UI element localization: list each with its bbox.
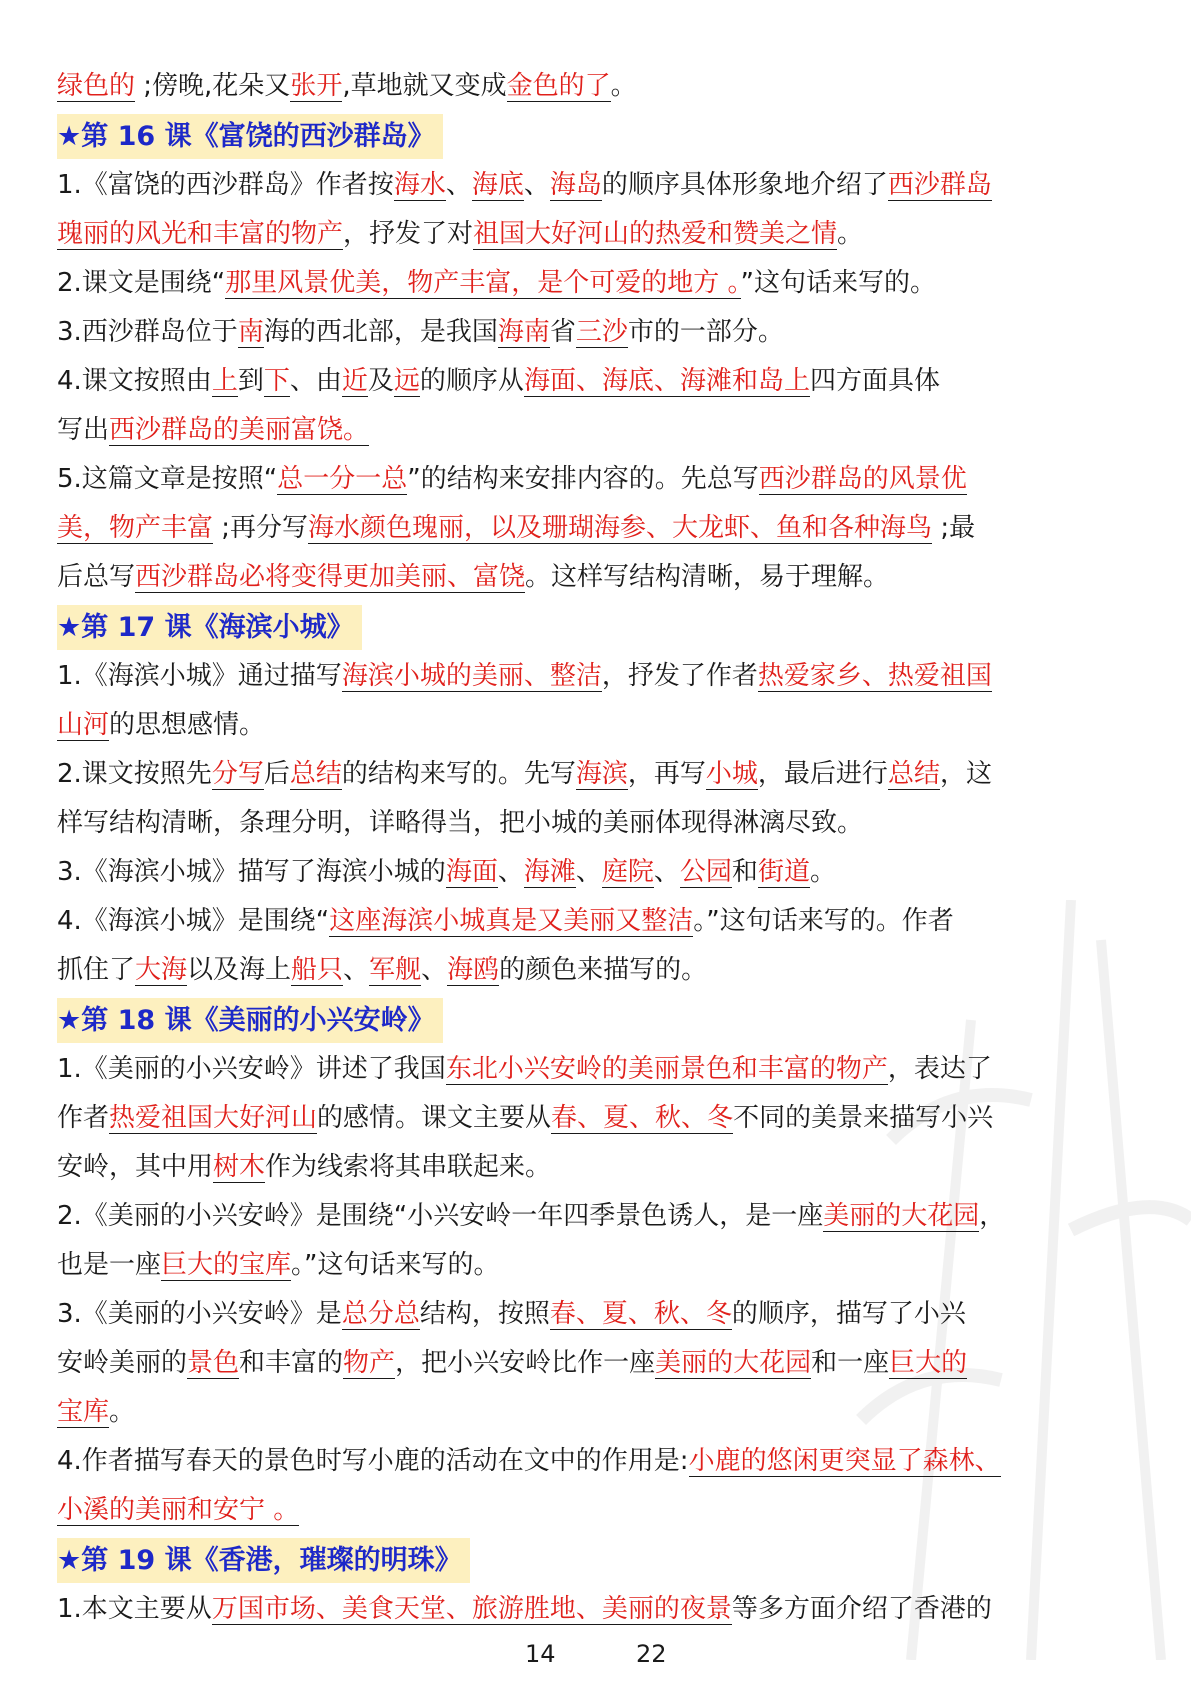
text: ，抒发了作者 — [601, 661, 758, 691]
answer: 庭院 — [601, 857, 654, 887]
answer: 海滨 — [575, 759, 628, 789]
page-number-right: 22 — [636, 1640, 667, 1668]
text: 后 — [263, 759, 290, 789]
text: ;最 — [932, 513, 976, 543]
answer: 巨大的宝库 — [161, 1250, 292, 1280]
text-line — [57, 946, 1137, 995]
text: 作者 — [57, 1103, 110, 1133]
answer: 那里风景优美，物产丰富，是个可爱的地方 。 — [225, 268, 741, 298]
answer: 春、夏、秋、冬 — [549, 1299, 732, 1329]
text: 1.《富饶的西沙群岛》作者按 — [57, 170, 394, 200]
text-line — [57, 1143, 1137, 1192]
text: 1.《美丽的小兴安岭》讲述了我国 — [57, 1054, 446, 1084]
text: 、由 — [289, 366, 342, 396]
answer: 远 — [393, 366, 420, 396]
text-line — [57, 897, 1137, 946]
text: 3.西沙群岛位于 — [57, 317, 238, 347]
text-line — [57, 1437, 1137, 1486]
answer: 绿色的 — [57, 71, 136, 101]
text: 及 — [367, 366, 394, 396]
text: 四方面具体 — [809, 366, 940, 396]
text: 抓住了 — [57, 955, 136, 985]
text: 、 — [343, 955, 370, 985]
answer: 南 — [237, 317, 264, 347]
answer: 美丽的大花园 — [655, 1348, 812, 1378]
text: 的颜色来描写的。 — [499, 955, 708, 985]
text: 等多方面介绍了香港的 — [731, 1594, 992, 1624]
answer: 海面 — [445, 857, 498, 887]
text: ,草地就又变成 — [342, 71, 507, 101]
text: 的结构来写的。先写 — [341, 759, 576, 789]
answer: 西沙群岛的风景优 — [758, 464, 967, 494]
text: 和一座 — [811, 1348, 890, 1378]
answer: 祖国大好河山的热爱和赞美之情 — [473, 219, 838, 249]
text: 。这样写结构清晰，易于理解。 — [525, 562, 890, 592]
answer: 金色的了 — [506, 71, 611, 101]
text: 3.《美丽的小兴安岭》是 — [57, 1299, 342, 1329]
text: 、 — [421, 955, 448, 985]
answer: 巨大的 — [889, 1348, 968, 1378]
text: 4.《海滨小城》是围绕“ — [57, 906, 330, 936]
text-line — [57, 1094, 1137, 1143]
answer: 小鹿的悠闲更突显了森林、 — [688, 1446, 1001, 1476]
answer: 宝库 — [57, 1397, 110, 1427]
text: 、 — [575, 857, 602, 887]
answer: 张开 — [290, 71, 343, 101]
text-line — [57, 161, 1137, 210]
text: ，这 — [939, 759, 992, 789]
answer: 春、夏、秋、冬 — [551, 1103, 734, 1133]
answer: 海滨小城的美丽、整洁 — [341, 661, 602, 691]
answer: 热爱祖国大好河山 — [109, 1103, 318, 1133]
answer: 万国市场、美食天堂、旅游胜地、美丽的夜景 — [211, 1594, 732, 1624]
answer: 物产 — [343, 1348, 396, 1378]
answer: 船只 — [291, 955, 344, 985]
answer: 海滩 — [523, 857, 576, 887]
text: 和丰富的 — [239, 1348, 344, 1378]
answer: 公园 — [679, 857, 732, 887]
answer: 小城 — [705, 759, 758, 789]
text: ， — [979, 1201, 1006, 1231]
answer: 上 — [211, 366, 238, 396]
answer: 海南 — [497, 317, 550, 347]
text-line — [57, 1339, 1137, 1388]
text-line: 样写结构清晰，条理分明，详略得当，把小城的美丽体现得淋漓尽致。 — [57, 808, 864, 838]
text: ，最后进行 — [757, 759, 888, 789]
text: 结构，按照 — [419, 1299, 550, 1329]
answer: 海鸥 — [447, 955, 500, 985]
text: 、 — [445, 170, 472, 200]
answer: 街道 — [757, 857, 810, 887]
text: 5.这篇文章是按照“ — [57, 464, 278, 494]
answer: 小溪的美丽和安宁 。 — [57, 1495, 300, 1525]
text: 。 — [837, 219, 864, 249]
text-line — [57, 750, 1137, 799]
text: 。 — [109, 1397, 136, 1427]
text: 1.《海滨小城》通过描写 — [57, 661, 342, 691]
text: 省 — [549, 317, 576, 347]
answer: 三沙 — [575, 317, 628, 347]
answer: 海面、海底、海滩和岛上 — [523, 366, 810, 396]
text: 的思想感情。 — [109, 710, 266, 740]
text-line — [57, 308, 1137, 357]
text: 。”这句话来写的。作者 — [693, 906, 954, 936]
text: 1.本文主要从 — [57, 1594, 212, 1624]
text-line — [57, 1585, 1137, 1634]
text: 2.《美丽的小兴安岭》是围绕“小兴安岭一年四季景色诱人，是一座 — [57, 1201, 824, 1231]
answer: 西沙群岛 — [887, 170, 992, 200]
answer: 这座海滨小城真是又美丽又整洁 — [329, 906, 694, 936]
text-line — [57, 62, 1137, 111]
text: ”的结构来安排内容的。先总写 — [407, 464, 759, 494]
answer: 分写 — [211, 759, 264, 789]
text: ”这句话来写的。 — [740, 268, 937, 298]
text-line — [57, 553, 1137, 602]
text-line — [57, 1290, 1137, 1339]
answer: 海岛 — [549, 170, 602, 200]
text: 3.《海滨小城》描写了海滨小城的 — [57, 857, 446, 887]
text: 的顺序从 — [419, 366, 524, 396]
text-line — [57, 210, 1137, 259]
text: 作为线索将其串联起来。 — [265, 1152, 552, 1182]
text: 市的一部分。 — [627, 317, 784, 347]
answer: 总一分一总 — [277, 464, 408, 494]
answer: 海水 — [393, 170, 446, 200]
text: 也是一座 — [57, 1250, 162, 1280]
lesson-18-heading: ★第 18 课《美丽的小兴安岭》 — [57, 998, 443, 1043]
text: 安岭美丽的 — [57, 1348, 188, 1378]
text: ;再分写 — [213, 513, 309, 543]
text: ，把小兴安岭比作一座 — [395, 1348, 656, 1378]
answer: 美，物产丰富 — [57, 513, 214, 543]
text: 、 — [523, 170, 550, 200]
text: 和 — [731, 857, 758, 887]
text: 后总写 — [57, 562, 136, 592]
text: 海的西北部，是我国 — [263, 317, 498, 347]
answer: 下 — [263, 366, 290, 396]
text: 写出 — [57, 415, 110, 445]
answer: 军舰 — [369, 955, 422, 985]
text: 。 — [610, 71, 637, 101]
text: 的感情。课文主要从 — [317, 1103, 552, 1133]
answer: 美丽的大花园 — [823, 1201, 980, 1231]
text-line — [57, 1241, 1137, 1290]
text-line — [57, 455, 1137, 504]
text-line — [57, 1486, 1137, 1535]
page-number-left: 14 — [525, 1640, 556, 1668]
lesson-16-heading: ★第 16 课《富饶的西沙群岛》 — [57, 114, 443, 159]
text-line — [57, 357, 1137, 406]
answer: 总分总 — [341, 1299, 420, 1329]
text-line — [57, 701, 1137, 750]
text: ，再写 — [627, 759, 706, 789]
answer: 大海 — [135, 955, 188, 985]
answer: 近 — [341, 366, 368, 396]
text-line — [57, 504, 1137, 553]
text: 以及海上 — [187, 955, 292, 985]
text: ，表达了 — [887, 1054, 992, 1084]
answer: 景色 — [187, 1348, 240, 1378]
text-line — [57, 1045, 1137, 1094]
text: 的顺序具体形象地介绍了 — [601, 170, 888, 200]
answer: 总结 — [289, 759, 342, 789]
lesson-19-heading: ★第 19 课《香港，璀璨的明珠》 — [57, 1538, 470, 1583]
answer: 西沙群岛必将变得更加美丽、富饶 — [135, 562, 526, 592]
text: 的顺序，描写了小兴 — [731, 1299, 966, 1329]
text: 2.课文按照先 — [57, 759, 212, 789]
text: 安岭，其中用 — [57, 1152, 214, 1182]
answer: 瑰丽的风光和丰富的物产 — [57, 219, 344, 249]
text-line — [57, 848, 1137, 897]
text-line — [57, 1192, 1137, 1241]
answer: 热爱家乡、热爱祖国 — [757, 661, 992, 691]
text-line — [57, 652, 1137, 701]
text: 到 — [237, 366, 264, 396]
text-line — [57, 1388, 1137, 1437]
text-line — [57, 406, 1137, 455]
answer: 海底 — [471, 170, 524, 200]
text-line — [57, 259, 1137, 308]
answer: 西沙群岛的美丽富饶。 — [109, 415, 370, 445]
lesson-17-heading: ★第 17 课《海滨小城》 — [57, 605, 362, 650]
text: 、 — [497, 857, 524, 887]
answer: 海水颜色瑰丽，以及珊瑚海参、大龙虾、鱼和各种海鸟 — [308, 513, 933, 543]
text: 。 — [809, 857, 836, 887]
text: 。”这句话来写的。 — [291, 1250, 500, 1280]
text: 不同的美景来描写小兴 — [733, 1103, 994, 1133]
text: ，抒发了对 — [343, 219, 474, 249]
text: 2.课文是围绕“ — [57, 268, 226, 298]
text: 4.课文按照由 — [57, 366, 212, 396]
text: 4.作者描写春天的景色时写小鹿的活动在文中的作用是: — [57, 1446, 689, 1476]
answer: 树木 — [213, 1152, 266, 1182]
text: ;傍晚,花朵又 — [135, 71, 291, 101]
text: 、 — [653, 857, 680, 887]
answer: 总结 — [887, 759, 940, 789]
answer: 山河 — [57, 710, 110, 740]
answer: 东北小兴安岭的美丽景色和丰富的物产 — [445, 1054, 888, 1084]
